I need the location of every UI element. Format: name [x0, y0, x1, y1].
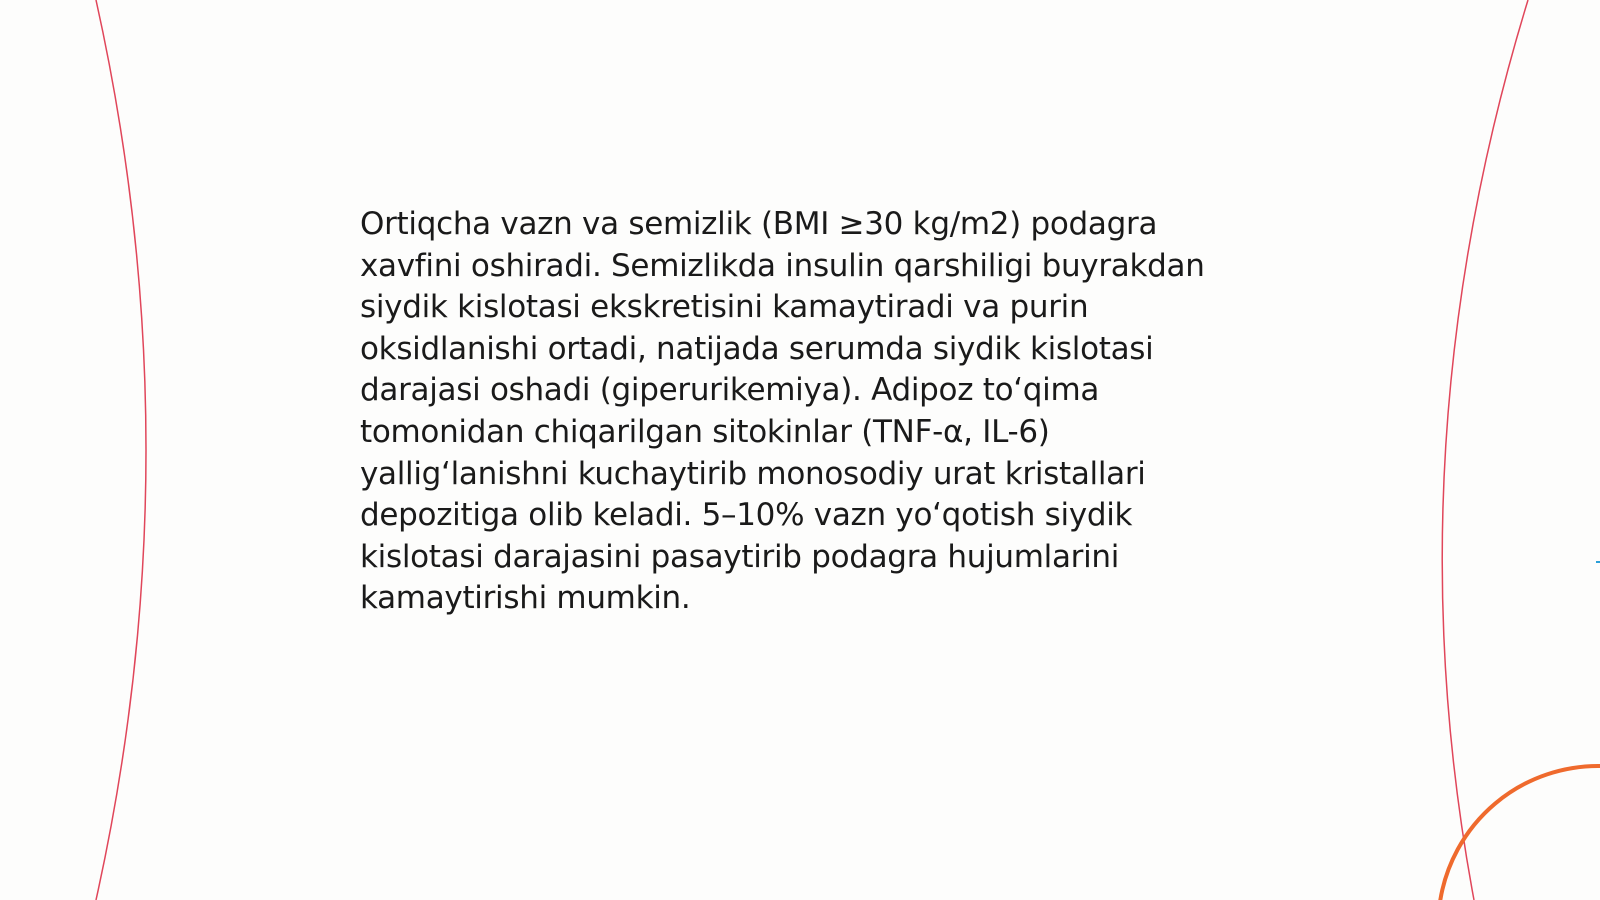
right-curve-line	[1442, 0, 1528, 900]
slide-body-text: Ortiqcha vazn va semizlik (BMI ≥30 kg/m2) podagra xavfini oshiradi. Semizlikda insulin qarshiligi buyrakdan siydik kislotasi ekskretisini kamaytiradi va purin oksidlanishi ortadi, natijada serumda siydik kislotasi darajasi oshadi (giperurikemiya). Adipoz to‘qima tomonidan chiqarilgan sitokinlar (TNF-α, IL-6) yallig‘lanishni kuchaytirib monosodiy urat kristallari depozitiga olib keladi. 5–10% vazn yo‘qotish siydik kislotasi darajasini pasaytirib podagra hujumlarini kamaytirishi mumkin.	[360, 206, 1205, 617]
left-curve-line	[96, 0, 146, 900]
orange-arc	[1440, 766, 1600, 900]
